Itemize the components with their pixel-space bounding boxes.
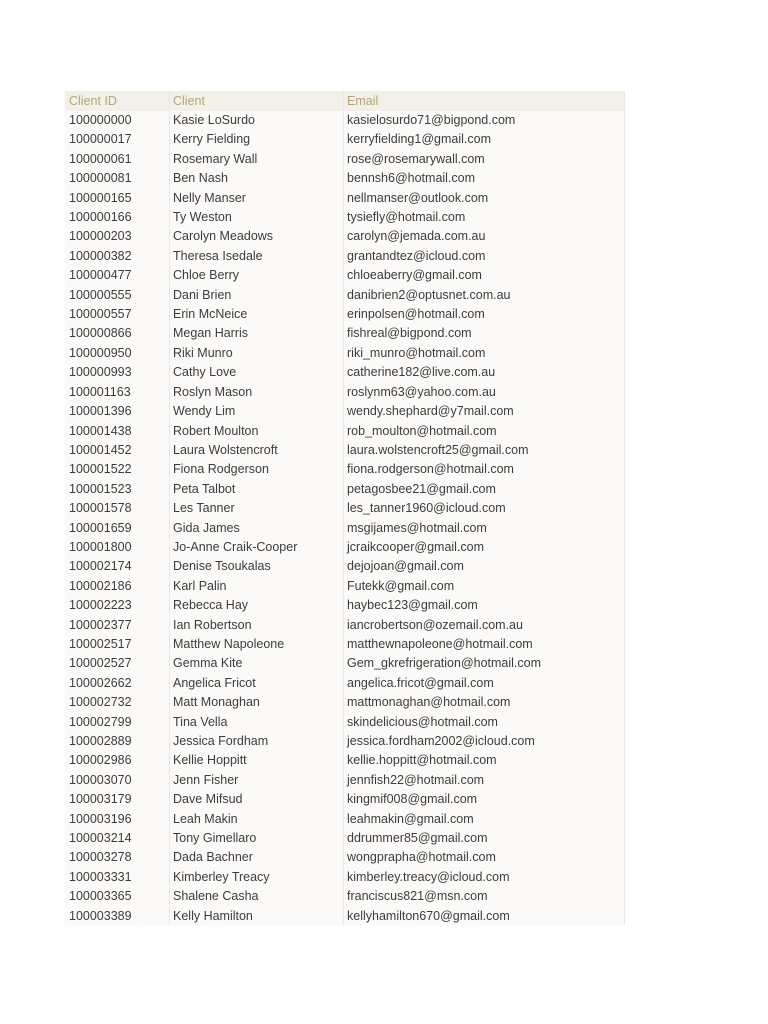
table-row [65,771,625,790]
client-name-cell: Laura Wolstencroft [173,442,278,457]
table-row [65,557,625,576]
table-row [65,596,625,615]
client-name-cell: Kimberley Treacy [173,869,270,884]
client-name-cell: Leah Makin [173,811,238,826]
table-row [65,363,625,382]
client-id-cell: 100001522 [69,462,132,477]
client-id-cell: 100003365 [69,889,132,904]
client-id-cell: 100002986 [69,753,132,768]
client-name-cell: Gemma Kite [173,656,243,671]
table-row [65,868,625,887]
email-cell: franciscus821@msn.com [347,889,488,904]
table-row [65,460,625,479]
table-row [65,887,625,906]
table-row [65,674,625,693]
email-cell: msgijames@hotmail.com [347,520,487,535]
table-row [65,130,625,149]
email-cell: kellyhamilton670@gmail.com [347,908,510,923]
client-name-cell: Roslyn Mason [173,384,253,399]
email-cell: les_tanner1960@icloud.com [347,501,506,516]
table-row [65,577,625,596]
table-row [65,907,625,926]
email-cell: catherine182@live.com.au [347,365,496,380]
client-id-cell: 100000166 [69,210,132,225]
client-id-cell: 100000950 [69,345,132,360]
email-cell: dejojoan@gmail.com [347,559,464,574]
table-row [65,441,625,460]
table-row [65,713,625,732]
client-id-cell: 100000993 [69,365,132,380]
email-cell: roslynm63@yahoo.com.au [347,384,496,399]
client-id-cell: 100000477 [69,268,132,283]
client-name-cell: Dani Brien [173,287,232,302]
client-name-cell: Kasie LoSurdo [173,113,256,127]
client-name-cell: Nelly Manser [173,190,246,205]
client-name-cell: Karl Palin [173,578,227,593]
client-name-cell: Cathy Love [173,365,237,380]
email-cell: skindelicious@hotmail.com [347,714,498,729]
client-name-cell: Fiona Rodgerson [173,462,269,477]
client-id-cell: 100003196 [69,811,132,826]
table-row [65,247,625,266]
header-email: Email [347,94,379,108]
client-id-cell: 100002889 [69,734,132,748]
client-id-cell: 100000866 [69,326,132,341]
email-cell: jessica.fordham2002@icloud.com [347,734,535,748]
email-cell: ddrummer85@gmail.com [347,831,488,846]
table-row [65,189,625,208]
client-id-cell: 100001659 [69,520,132,535]
table-header-row [65,91,625,111]
client-id-cell: 100002732 [69,695,132,710]
client-id-cell: 100001163 [69,384,131,399]
table-row [65,150,625,169]
client-id-cell: 100000203 [69,229,132,244]
table-row [65,538,625,557]
client-name-cell: Tina Vella [173,714,228,729]
email-cell: matthewnapoleone@hotmail.com [347,636,533,651]
email-cell: mattmonaghan@hotmail.com [347,695,511,710]
email-cell: wongprapha@hotmail.com [347,850,496,865]
client-name-cell: Matthew Napoleone [173,636,285,651]
client-name-cell: Wendy Lim [173,404,236,419]
client-id-cell: 100000555 [69,287,132,302]
client-name-cell: Ian Robertson [173,617,252,632]
client-id-cell: 100000017 [69,132,132,147]
email-cell: fiona.rodgerson@hotmail.com [347,462,514,477]
client-name-cell: Robert Moulton [173,423,259,438]
table-row [65,227,625,246]
client-name-cell: Chloe Berry [173,268,239,283]
table-row [65,732,625,751]
client-id-cell: 100001800 [69,539,132,554]
client-name-cell: Matt Monaghan [173,695,260,710]
client-name-cell: Dave Mifsud [173,792,243,807]
client-id-cell: 100003214 [69,831,132,846]
client-id-cell: 100002174 [69,559,132,574]
client-name-cell: Kerry Fielding [173,132,251,147]
email-cell: erinpolsen@hotmail.com [347,307,485,322]
client-id-cell: 100003070 [69,772,132,787]
email-cell: fishreal@bigpond.com [347,326,472,341]
email-cell: kellie.hoppitt@hotmail.com [347,753,497,768]
email-cell: jennfish22@hotmail.com [347,772,485,787]
table-row [65,324,625,343]
email-cell: nellmanser@outlook.com [347,190,489,205]
table-row [65,422,625,441]
email-cell: bennsh6@hotmail.com [347,171,476,186]
client-id-cell: 100002223 [69,598,132,613]
email-cell: angelica.fricot@gmail.com [347,675,494,690]
client-id-cell: 100002662 [69,675,132,690]
client-id-cell: 100001452 [69,442,132,457]
client-name-cell: Kelly Hamilton [173,908,253,923]
table-body [65,111,625,926]
table-row [65,286,625,305]
table-row [65,635,625,654]
table-row [65,480,625,499]
email-cell: petagosbee21@gmail.com [347,481,496,496]
client-id-cell: 100003331 [69,869,132,884]
email-cell: Gem_gkrefrigeration@hotmail.com [347,656,542,671]
table-row [65,208,625,227]
client-name-cell: Dada Bachner [173,850,253,865]
client-name-cell: Denise Tsoukalas [173,559,271,574]
client-id-cell: 100000382 [69,248,132,263]
client-id-cell: 100003389 [69,908,132,923]
client-id-cell: 100000165 [69,190,132,205]
email-cell: kasielosurdo71@bigpond.com [347,113,516,127]
table-row [65,654,625,673]
table-row [65,693,625,712]
client-name-cell: Shalene Casha [173,889,259,904]
client-name-cell: Les Tanner [173,501,235,516]
client-id-cell: 100002377 [69,617,132,632]
email-cell: carolyn@jemada.com.au [347,229,486,244]
client-name-cell: Angelica Fricot [173,675,256,690]
email-cell: haybec123@gmail.com [347,598,478,613]
client-id-cell: 100001396 [69,404,132,419]
client-id-cell: 100003278 [69,850,132,865]
email-cell: laura.wolstencroft25@gmail.com [347,442,529,457]
email-cell: danibrien2@optusnet.com.au [347,287,511,302]
client-name-cell: Ty Weston [173,210,232,225]
table-row [65,383,625,402]
email-cell: wendy.shephard@y7mail.com [347,404,514,419]
client-name-cell: Gida James [173,520,240,535]
header-client: Client [173,94,205,108]
table-row [65,266,625,285]
table-row [65,402,625,421]
header-client-id: Client ID [69,94,117,108]
client-name-cell: Jo-Anne Craik-Cooper [173,539,298,554]
table-row [65,790,625,809]
client-id-cell: 100002527 [69,656,132,671]
email-cell: Futekk@gmail.com [347,578,455,593]
client-name-cell: Riki Munro [173,345,233,360]
client-id-cell: 100000061 [69,151,132,166]
email-cell: jcraikcooper@gmail.com [347,539,485,554]
email-cell: tysiefly@hotmail.com [347,210,466,225]
email-cell: grantandtez@icloud.com [347,248,486,263]
table-row [65,751,625,770]
table-row [65,169,625,188]
client-name-cell: Theresa Isedale [173,248,263,263]
email-cell: chloeaberry@gmail.com [347,268,482,283]
client-id-cell: 100001578 [69,501,132,516]
email-cell: riki_munro@hotmail.com [347,345,486,360]
client-name-cell: Carolyn Meadows [173,229,274,244]
email-cell: rose@rosemarywall.com [347,151,485,166]
email-cell: kimberley.treacy@icloud.com [347,869,510,884]
client-name-cell: Kellie Hoppitt [173,753,247,768]
table-row [65,519,625,538]
client-name-cell: Erin McNeice [173,307,248,322]
client-table [65,91,625,926]
client-id-cell: 100003179 [69,792,132,807]
client-id-cell: 100000557 [69,307,132,322]
table-row [65,111,625,130]
client-name-cell: Megan Harris [173,326,249,341]
client-name-cell: Ben Nash [173,171,228,186]
client-id-cell: 100002517 [69,636,132,651]
client-id-cell: 100000081 [69,171,132,186]
client-name-cell: Rosemary Wall [173,151,258,166]
client-name-cell: Tony Gimellaro [173,831,257,846]
client-id-cell: 100000000 [69,113,132,127]
email-cell: rob_moulton@hotmail.com [347,423,497,438]
table-row [65,810,625,829]
client-name-cell: Jessica Fordham [173,734,269,748]
table-row [65,616,625,635]
client-id-cell: 100001523 [69,481,132,496]
client-id-cell: 100002186 [69,578,132,593]
email-cell: leahmakin@gmail.com [347,811,474,826]
client-id-cell: 100002799 [69,714,132,729]
client-table-sheet [65,91,625,925]
table-row [65,305,625,324]
table-row [65,848,625,867]
client-name-cell: Jenn Fisher [173,772,239,787]
table-row [65,499,625,518]
client-id-cell: 100001438 [69,423,132,438]
email-cell: kingmif008@gmail.com [347,792,478,807]
table-row [65,344,625,363]
client-name-cell: Peta Talbot [173,481,236,496]
email-cell: kerryfielding1@gmail.com [347,132,491,147]
email-cell: iancrobertson@ozemail.com.au [347,617,523,632]
client-name-cell: Rebecca Hay [173,598,249,613]
table-row [65,829,625,848]
